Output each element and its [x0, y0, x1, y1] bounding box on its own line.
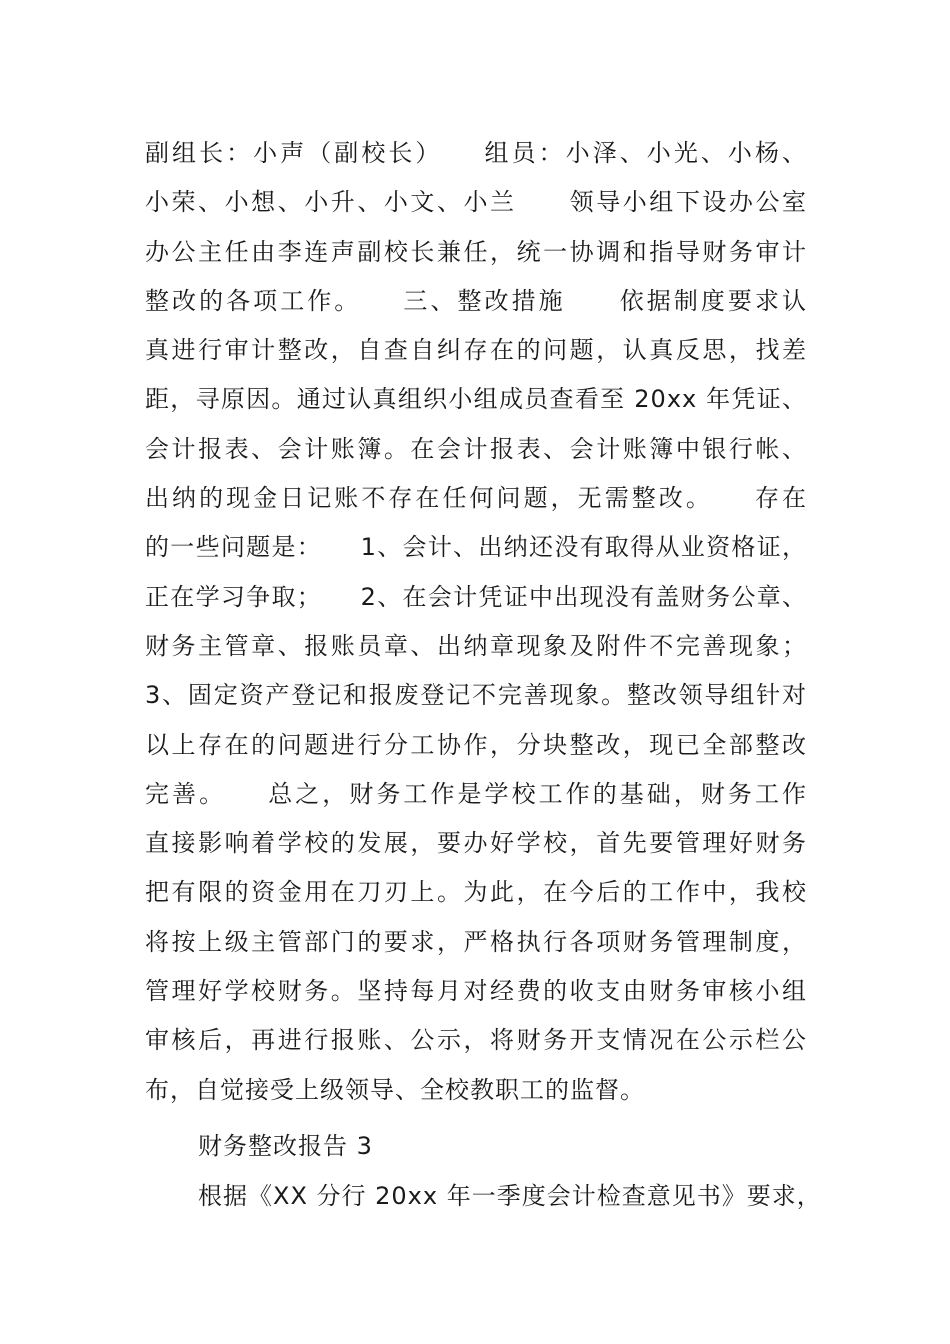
text-line: 布，自觉接受上级领导、全校教职工的监督。 — [145, 1075, 645, 1104]
text-line: 出纳的现金日记账不存在任何问题，无需整改。 存在 — [145, 484, 807, 513]
text-line: 以上存在的问题进行分工协作，分块整改，现已全部整改 — [145, 730, 807, 759]
text-line: 完善。 总之，财务工作是学校工作的基础，财务工作 — [145, 779, 807, 808]
text-line: 整改的各项工作。 三、整改措施 依据制度要求认 — [145, 286, 807, 315]
text-line: 会计报表、会计账簿。在会计报表、会计账簿中银行帐、 — [145, 434, 807, 463]
text-line: 距，寻原因。通过认真组织小组成员查看至 20xx 年凭证、 — [145, 385, 807, 414]
section-heading: 财务整改报告 3 — [198, 1132, 373, 1160]
text-line: 的一些问题是： 1、会计、出纳还没有取得从业资格证， — [145, 533, 807, 562]
text-line: 把有限的资金用在刀刃上。为此，在今后的工作中，我校 — [145, 878, 807, 907]
text-line: 审核后，再进行报账、公示，将财务开支情况在公示栏公 — [145, 1026, 807, 1055]
next-paragraph-start: 根据《XX 分行 20xx 年一季度会计检查意见书》要求， — [198, 1182, 822, 1210]
text-line: 财务主管章、报账员章、出纳章现象及附件不完善现象； — [145, 631, 807, 660]
text-line: 3、固定资产登记和报废登记不完善现象。整改领导组针对 — [145, 681, 807, 710]
report-body-paragraph — [145, 129, 807, 1115]
text-line: 正在学习争取； 2、在会计凭证中出现没有盖财务公章、 — [145, 582, 807, 611]
text-line: 副组长：小声（副校长） 组员：小泽、小光、小杨、 — [145, 139, 807, 167]
text-line: 直接影响着学校的发展，要办好学校，首先要管理好财务 — [145, 829, 807, 858]
text-line: 将按上级主管部门的要求，严格执行各项财务管理制度， — [145, 927, 807, 956]
text-line: 真进行审计整改，自查自纠存在的问题，认真反思，找差 — [145, 336, 807, 365]
text-line: 小荣、小想、小升、小文、小兰 领导小组下设办公室 — [145, 188, 807, 217]
text-line: 管理好学校财务。坚持每月对经费的收支由财务审核小组 — [145, 977, 807, 1006]
text-line: 办公主任由李连声副校长兼任，统一协调和指导财务审计 — [145, 237, 807, 266]
